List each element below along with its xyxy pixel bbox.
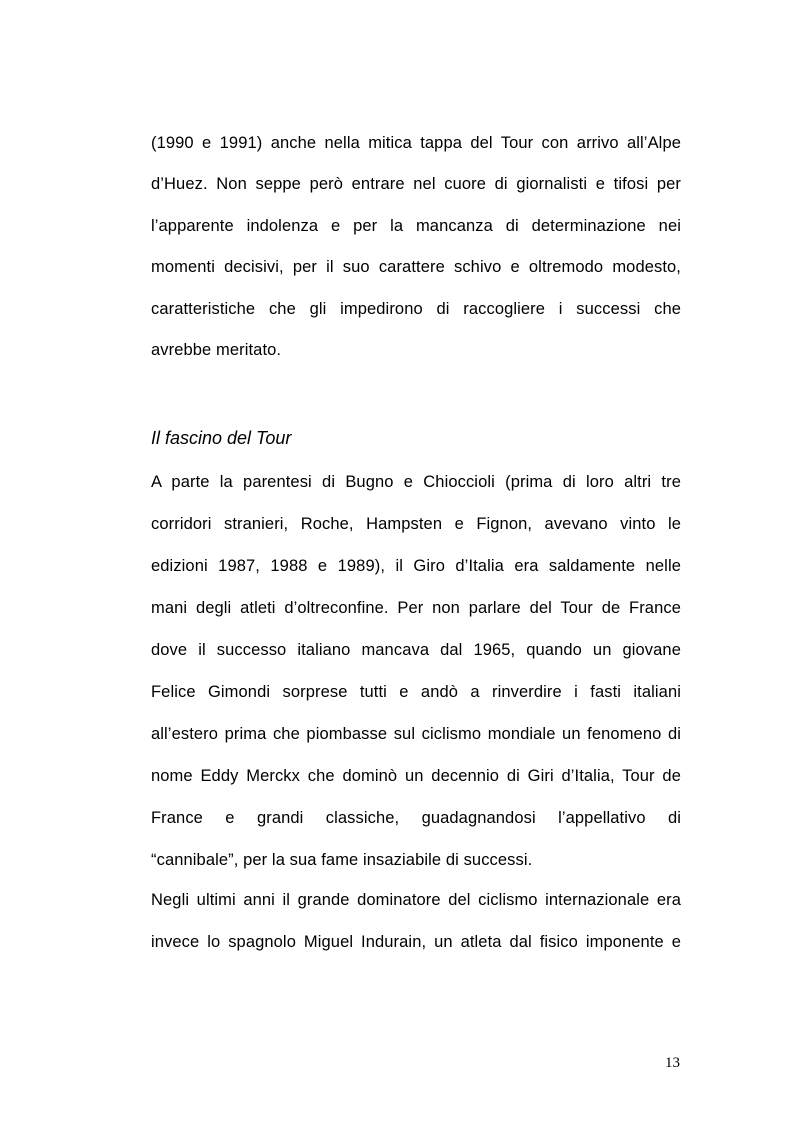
text-line: invece lo spagnolo Miguel Indurain, un atleta dal fisico imponente e: [151, 933, 681, 951]
text-line: corridori stranieri, Roche, Hampsten e Fignon, avevano vinto le: [151, 515, 681, 533]
text-line: l’apparente indolenza e per la mancanza di determinazione nei: [151, 217, 681, 235]
text-line: France e grandi classiche, guadagnandosi l’appellativo di: [151, 809, 681, 827]
text-line: Negli ultimi anni il grande dominatore del ciclismo internazionale era: [151, 891, 681, 909]
text-line: (1990 e 1991) anche nella mitica tappa del Tour con arrivo all’Alpe: [151, 134, 681, 152]
page-number: 13: [665, 1055, 680, 1071]
text-line: Felice Gimondi sorprese tutti e andò a rinverdire i fasti italiani: [151, 683, 681, 701]
text-line: nome Eddy Merckx che dominò un decennio di Giri d’Italia, Tour de: [151, 767, 681, 785]
text-line: A parte la parentesi di Bugno e Chioccioli (prima di loro altri tre: [151, 473, 681, 491]
text-line: caratteristiche che gli impedirono di raccogliere i successi che: [151, 300, 681, 318]
text-line: momenti decisivi, per il suo carattere schivo e oltremodo modesto,: [151, 258, 681, 276]
text-line: avrebbe meritato.: [151, 341, 282, 359]
text-line: edizioni 1987, 1988 e 1989), il Giro d’Italia era saldamente nelle: [151, 557, 681, 575]
section-heading: Il fascino del Tour: [151, 428, 292, 448]
text-line: dove il successo italiano mancava dal 1965, quando un giovane: [151, 641, 681, 659]
text-line: d’Huez. Non seppe però entrare nel cuore di giornalisti e tifosi per: [151, 175, 681, 193]
text-line: all’estero prima che piombasse sul ciclismo mondiale un fenomeno di: [151, 725, 681, 743]
text-line: “cannibale”, per la sua fame insaziabile di successi.: [151, 851, 533, 869]
text-line: mani degli atleti d’oltreconfine. Per non parlare del Tour de France: [151, 599, 681, 617]
